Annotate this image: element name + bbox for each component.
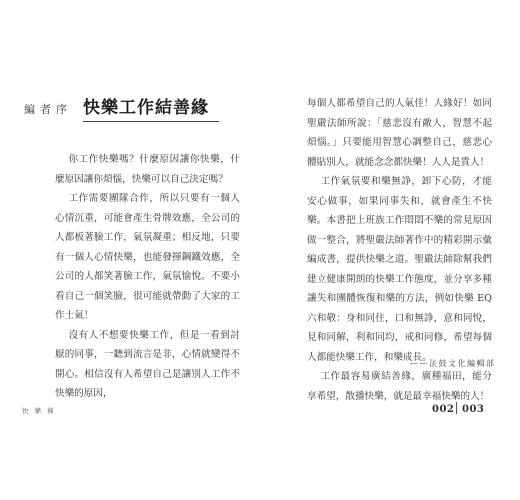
signature: ——法鼓文化編輯部: [410, 359, 496, 368]
page-title: 快樂工作結善緣: [83, 93, 219, 122]
page-number-right: 003: [462, 404, 485, 415]
paragraph: 每個人都希望自己的人氣佳！人緣好！如同聖嚴法師所說：「慈悲沒有敵人，智慧不起煩惱。」只要能用智慧心調整自己，慈悲心體貼別人，就能念念都快樂！人人是貴人！: [307, 98, 492, 168]
right-page: [260, 0, 520, 500]
paragraph: 工作氣氛要和樂無諍，卸下心防，才能安心做事，如果同事失和，就會產生不快樂。本書把上班族工作悶悶不樂的常見原因做一整合，將聖嚴法師著作中的精彩開示彙編成書，提供快樂之道。聖嚴法師除幫我們建立健康開朗的快樂工作態度，並分享多種讓失和團體恢復和樂的方法，例如快樂 EQ 六和敬：身和同住，口和無諍，意和同悅，見和同解，利和同均，戒和同修，希望每個人都能快樂工作，和樂成長。: [307, 176, 492, 363]
page-number-left: 002: [432, 404, 455, 415]
footer-book-title: 快樂禪: [22, 407, 60, 415]
paragraph: 沒有人不想要快樂工作，但是一看到討厭的同事，一聽到流言是非，心情就變得不開心。相信沒有人希望自己是讓別人工作不快樂的原因，: [55, 329, 240, 399]
page-number-divider: [456, 402, 457, 414]
paragraph: 你工作快樂嗎？什麼原因讓你快樂，什麼原因讓你煩惱，快樂可以自己決定嗎？: [55, 154, 240, 185]
section-label: 編者序: [24, 103, 72, 116]
left-body-text: [55, 150, 240, 404]
paragraph: 工作需要團隊合作，所以只要有一個人心情沉重，可能會產生骨牌效應，全公司的人都板著臉工作，氣氛凝重；相反地，只要有一個人心情快樂，也能發揮鋼鐵效應，全公司的人都笑著臉工作，氣氛愉悅。不要小看自己一個笑臉，很可能就帶動了大家的工作士氣！: [55, 193, 240, 321]
paragraph: 工作最容易廣結善緣，廣種福田，能分享希望，散播快樂，就是最幸福快樂的人！: [307, 371, 492, 402]
